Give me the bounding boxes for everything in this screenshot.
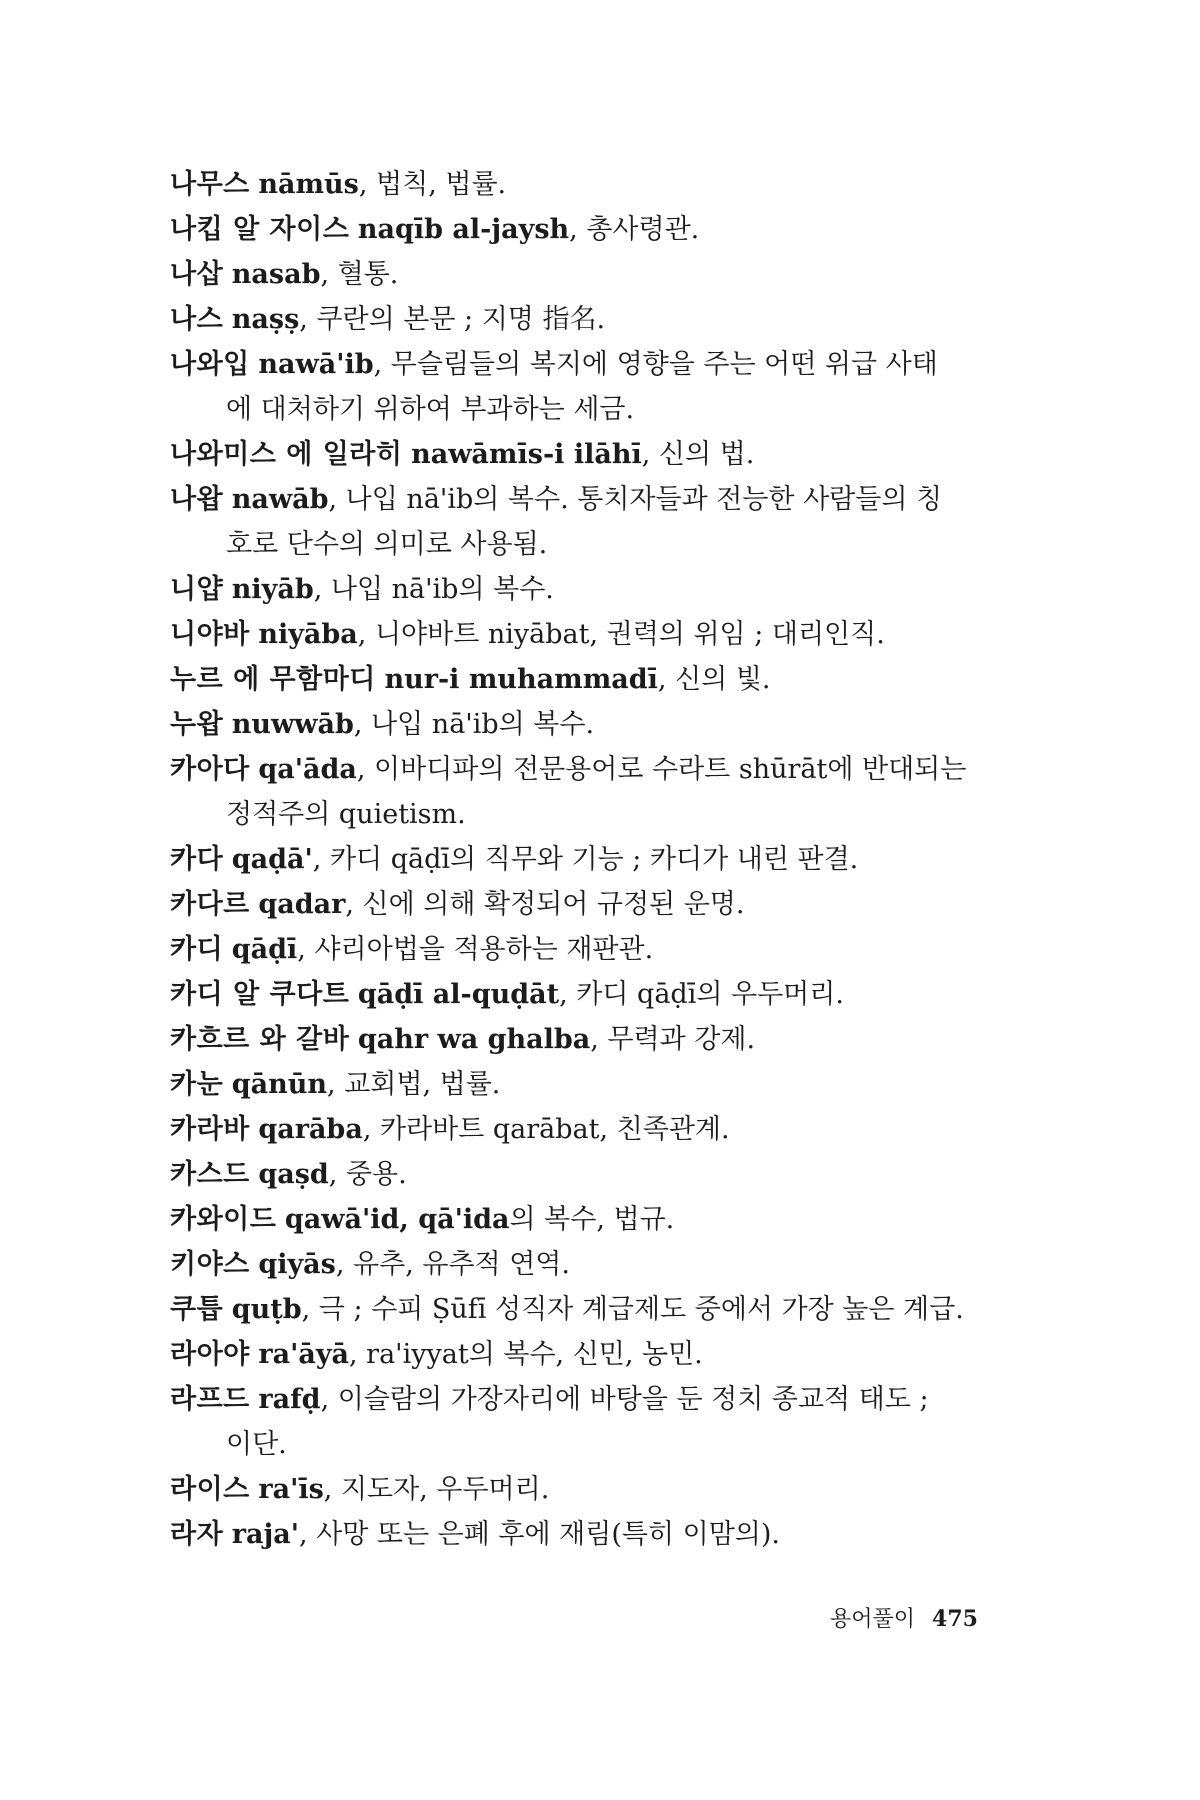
entry-transliteration: nawāmīs-i ilāhī: [411, 439, 642, 470]
entry-headword: 라아야: [170, 1339, 250, 1370]
entry-headword: 카아다: [170, 754, 250, 785]
entry-transliteration: qa'āda: [258, 754, 357, 785]
glossary-entry: [170, 612, 1025, 657]
glossary-entry: [170, 297, 1025, 342]
entry-definition: , 나입 nā'ib의 복수.: [353, 709, 595, 740]
entry-definition: , 카디 qāḍī의 우두머리.: [559, 979, 844, 1010]
entry-transliteration: qarāba: [258, 1114, 363, 1145]
entry-definition: , 이바디파의 전문용어로 수라트 shūrāt에 반대되는: [356, 754, 967, 785]
entry-transliteration: qaṣd: [258, 1159, 329, 1190]
glossary-entry: [170, 207, 1025, 252]
entry-transliteration: nāmūs: [258, 169, 359, 200]
entry-definition: , 중용.: [328, 1159, 407, 1190]
entry-headword: 라프드: [170, 1384, 250, 1415]
entry-definition-continued: 호로 단수의 의미로 사용됨.: [226, 529, 548, 560]
glossary-entry: [170, 702, 1025, 747]
entry-definition: , 법칙, 법률.: [358, 169, 507, 200]
entry-definition: 의 복수, 법규.: [509, 1204, 675, 1235]
entry-transliteration: raja': [231, 1519, 300, 1550]
entry-transliteration: nawāb: [231, 484, 329, 515]
glossary-entry: [170, 1287, 1025, 1332]
glossary-entry: [170, 1467, 1025, 1512]
entry-transliteration: ra'īs: [258, 1474, 324, 1505]
entry-transliteration: qiyās: [258, 1249, 336, 1280]
entry-definition: , 지도자, 우두머리.: [323, 1474, 550, 1505]
entry-headword: 카라바: [170, 1114, 250, 1145]
glossary-entry: [170, 837, 1025, 882]
entry-definition: , 카디 qāḍī의 직무와 기능 ; 카디가 내린 판결.: [312, 844, 859, 875]
glossary-entry: [170, 432, 1025, 477]
glossary-entry: [170, 162, 1025, 207]
entry-headword: 카와이드: [170, 1204, 277, 1235]
entry-headword: 나삽: [170, 259, 224, 290]
glossary-entry: [170, 1152, 1025, 1197]
entry-headword: 누르 에 무함마디: [170, 664, 376, 695]
entry-transliteration: qawā'id, qā'ida: [284, 1204, 510, 1235]
entry-headword: 카흐르 와 갈바: [170, 1024, 350, 1055]
entry-headword: 누왑: [170, 709, 224, 740]
entry-definition-continued: 정적주의 quietism.: [226, 799, 466, 830]
entry-headword: 나무스: [170, 169, 250, 200]
glossary-entry: [170, 252, 1025, 297]
entry-transliteration: ra'āyā: [258, 1339, 350, 1370]
glossary-entry: [170, 1017, 1025, 1062]
entry-transliteration: qānūn: [231, 1069, 328, 1100]
entry-definition: , 사망 또는 은폐 후에 재림(특히 이맘의).: [299, 1519, 780, 1550]
entry-headword: 카스드: [170, 1159, 250, 1190]
entry-definition: , 극 ; 수피 Ṣūfī 성직자 계급제도 중에서 가장 높은 계급.: [301, 1294, 964, 1325]
entry-transliteration: naṣṣ: [231, 304, 300, 335]
entry-definition: , 샤리아법을 적용하는 재판관.: [297, 934, 654, 965]
entry-definition: , 무력과 강제.: [590, 1024, 756, 1055]
footer-label: 용어풀이: [830, 1607, 916, 1632]
entry-definition: , 유추, 유추적 연역.: [335, 1249, 570, 1280]
entry-headword: 나킵 알 자이스: [170, 214, 350, 245]
entry-transliteration: rafḍ: [258, 1384, 321, 1415]
entry-headword: 카디 알 쿠다트: [170, 979, 350, 1010]
entry-headword: 나스: [170, 304, 224, 335]
glossary-entry: [170, 882, 1025, 927]
entry-headword: 키야스: [170, 1249, 250, 1280]
entry-transliteration: qaḍā': [231, 844, 313, 875]
entry-transliteration: qāḍī: [231, 934, 298, 965]
entry-transliteration: qāḍī al-quḍāt: [357, 979, 560, 1010]
entry-definition: , 카라바트 qarābat, 친족관계.: [362, 1114, 730, 1145]
entry-definition: , 나입 nā'ib의 복수.: [313, 574, 554, 605]
entry-definition: , 교회법, 법률.: [327, 1069, 501, 1100]
entry-definition: , 신에 의해 확정되어 규정된 운명.: [345, 889, 745, 920]
entry-transliteration: nasab: [231, 259, 321, 290]
entry-definition: , 무슬림들의 복지에 영향을 주는 어떤 위급 사태: [373, 349, 938, 380]
entry-definition: , 신의 빛.: [657, 664, 771, 695]
entry-definition: , 혈통.: [320, 259, 399, 290]
entry-transliteration: naqīb al-jaysh: [357, 214, 570, 245]
entry-definition: , 총사령관.: [569, 214, 700, 245]
entry-transliteration: niyāb: [231, 574, 314, 605]
entry-transliteration: niyāba: [258, 619, 358, 650]
entry-definition: , 이슬람의 가장자리에 바탕을 둔 정치 종교적 태도 ;: [320, 1384, 929, 1415]
glossary-entry: [170, 567, 1025, 612]
glossary-entry: [170, 1197, 1025, 1242]
entry-definition: , 니야바트 niyābat, 권력의 위임 ; 대리인직.: [357, 619, 885, 650]
entry-headword: 카다르: [170, 889, 250, 920]
entry-headword: 나와미스 에 일라히: [170, 439, 403, 470]
page-footer: [830, 1602, 978, 1633]
entry-definition: , 신의 법.: [641, 439, 755, 470]
entry-headword: 카다: [170, 844, 224, 875]
entry-headword: 나왑: [170, 484, 224, 515]
glossary-entry: [170, 1332, 1025, 1377]
entry-headword: 니야바: [170, 619, 250, 650]
entry-definition-continued: 에 대처하기 위하여 부과하는 세금.: [226, 394, 635, 425]
entry-transliteration: nuwwāb: [231, 709, 354, 740]
glossary-entries: [170, 162, 1025, 1557]
glossary-entry: [170, 657, 1025, 702]
glossary-entry: [170, 1107, 1025, 1152]
glossary-entry: [170, 477, 1025, 567]
entry-definition: , 나입 nā'ib의 복수. 통치자들과 전능한 사람들의 칭: [328, 484, 943, 515]
entry-transliteration: nawā'ib: [258, 349, 374, 380]
glossary-entry: [170, 342, 1025, 432]
entry-headword: 나와입: [170, 349, 250, 380]
page-number: 475: [932, 1606, 978, 1632]
entry-transliteration: nur-i muhammadī: [384, 664, 658, 695]
glossary-entry: [170, 1062, 1025, 1107]
glossary-entry: [170, 927, 1025, 972]
glossary-entry: [170, 972, 1025, 1017]
entry-headword: 라자: [170, 1519, 224, 1550]
entry-definition: , ra'iyyat의 복수, 신민, 농민.: [349, 1339, 703, 1370]
entry-transliteration: qahr wa ghalba: [357, 1024, 591, 1055]
entry-transliteration: quṭb: [231, 1294, 302, 1325]
glossary-entry: [170, 1377, 1025, 1467]
glossary-entry: [170, 1242, 1025, 1287]
glossary-entry: [170, 1512, 1025, 1557]
entry-definition: , 쿠란의 본문 ; 지명 指名.: [299, 304, 606, 335]
entry-definition-continued: 이단.: [226, 1429, 287, 1460]
entry-headword: 쿠틉: [170, 1294, 224, 1325]
entry-headword: 카디: [170, 934, 224, 965]
glossary-entry: [170, 747, 1025, 837]
entry-headword: 카눈: [170, 1069, 224, 1100]
entry-headword: 라이스: [170, 1474, 250, 1505]
entry-transliteration: qadar: [258, 889, 346, 920]
entry-headword: 니얍: [170, 574, 224, 605]
